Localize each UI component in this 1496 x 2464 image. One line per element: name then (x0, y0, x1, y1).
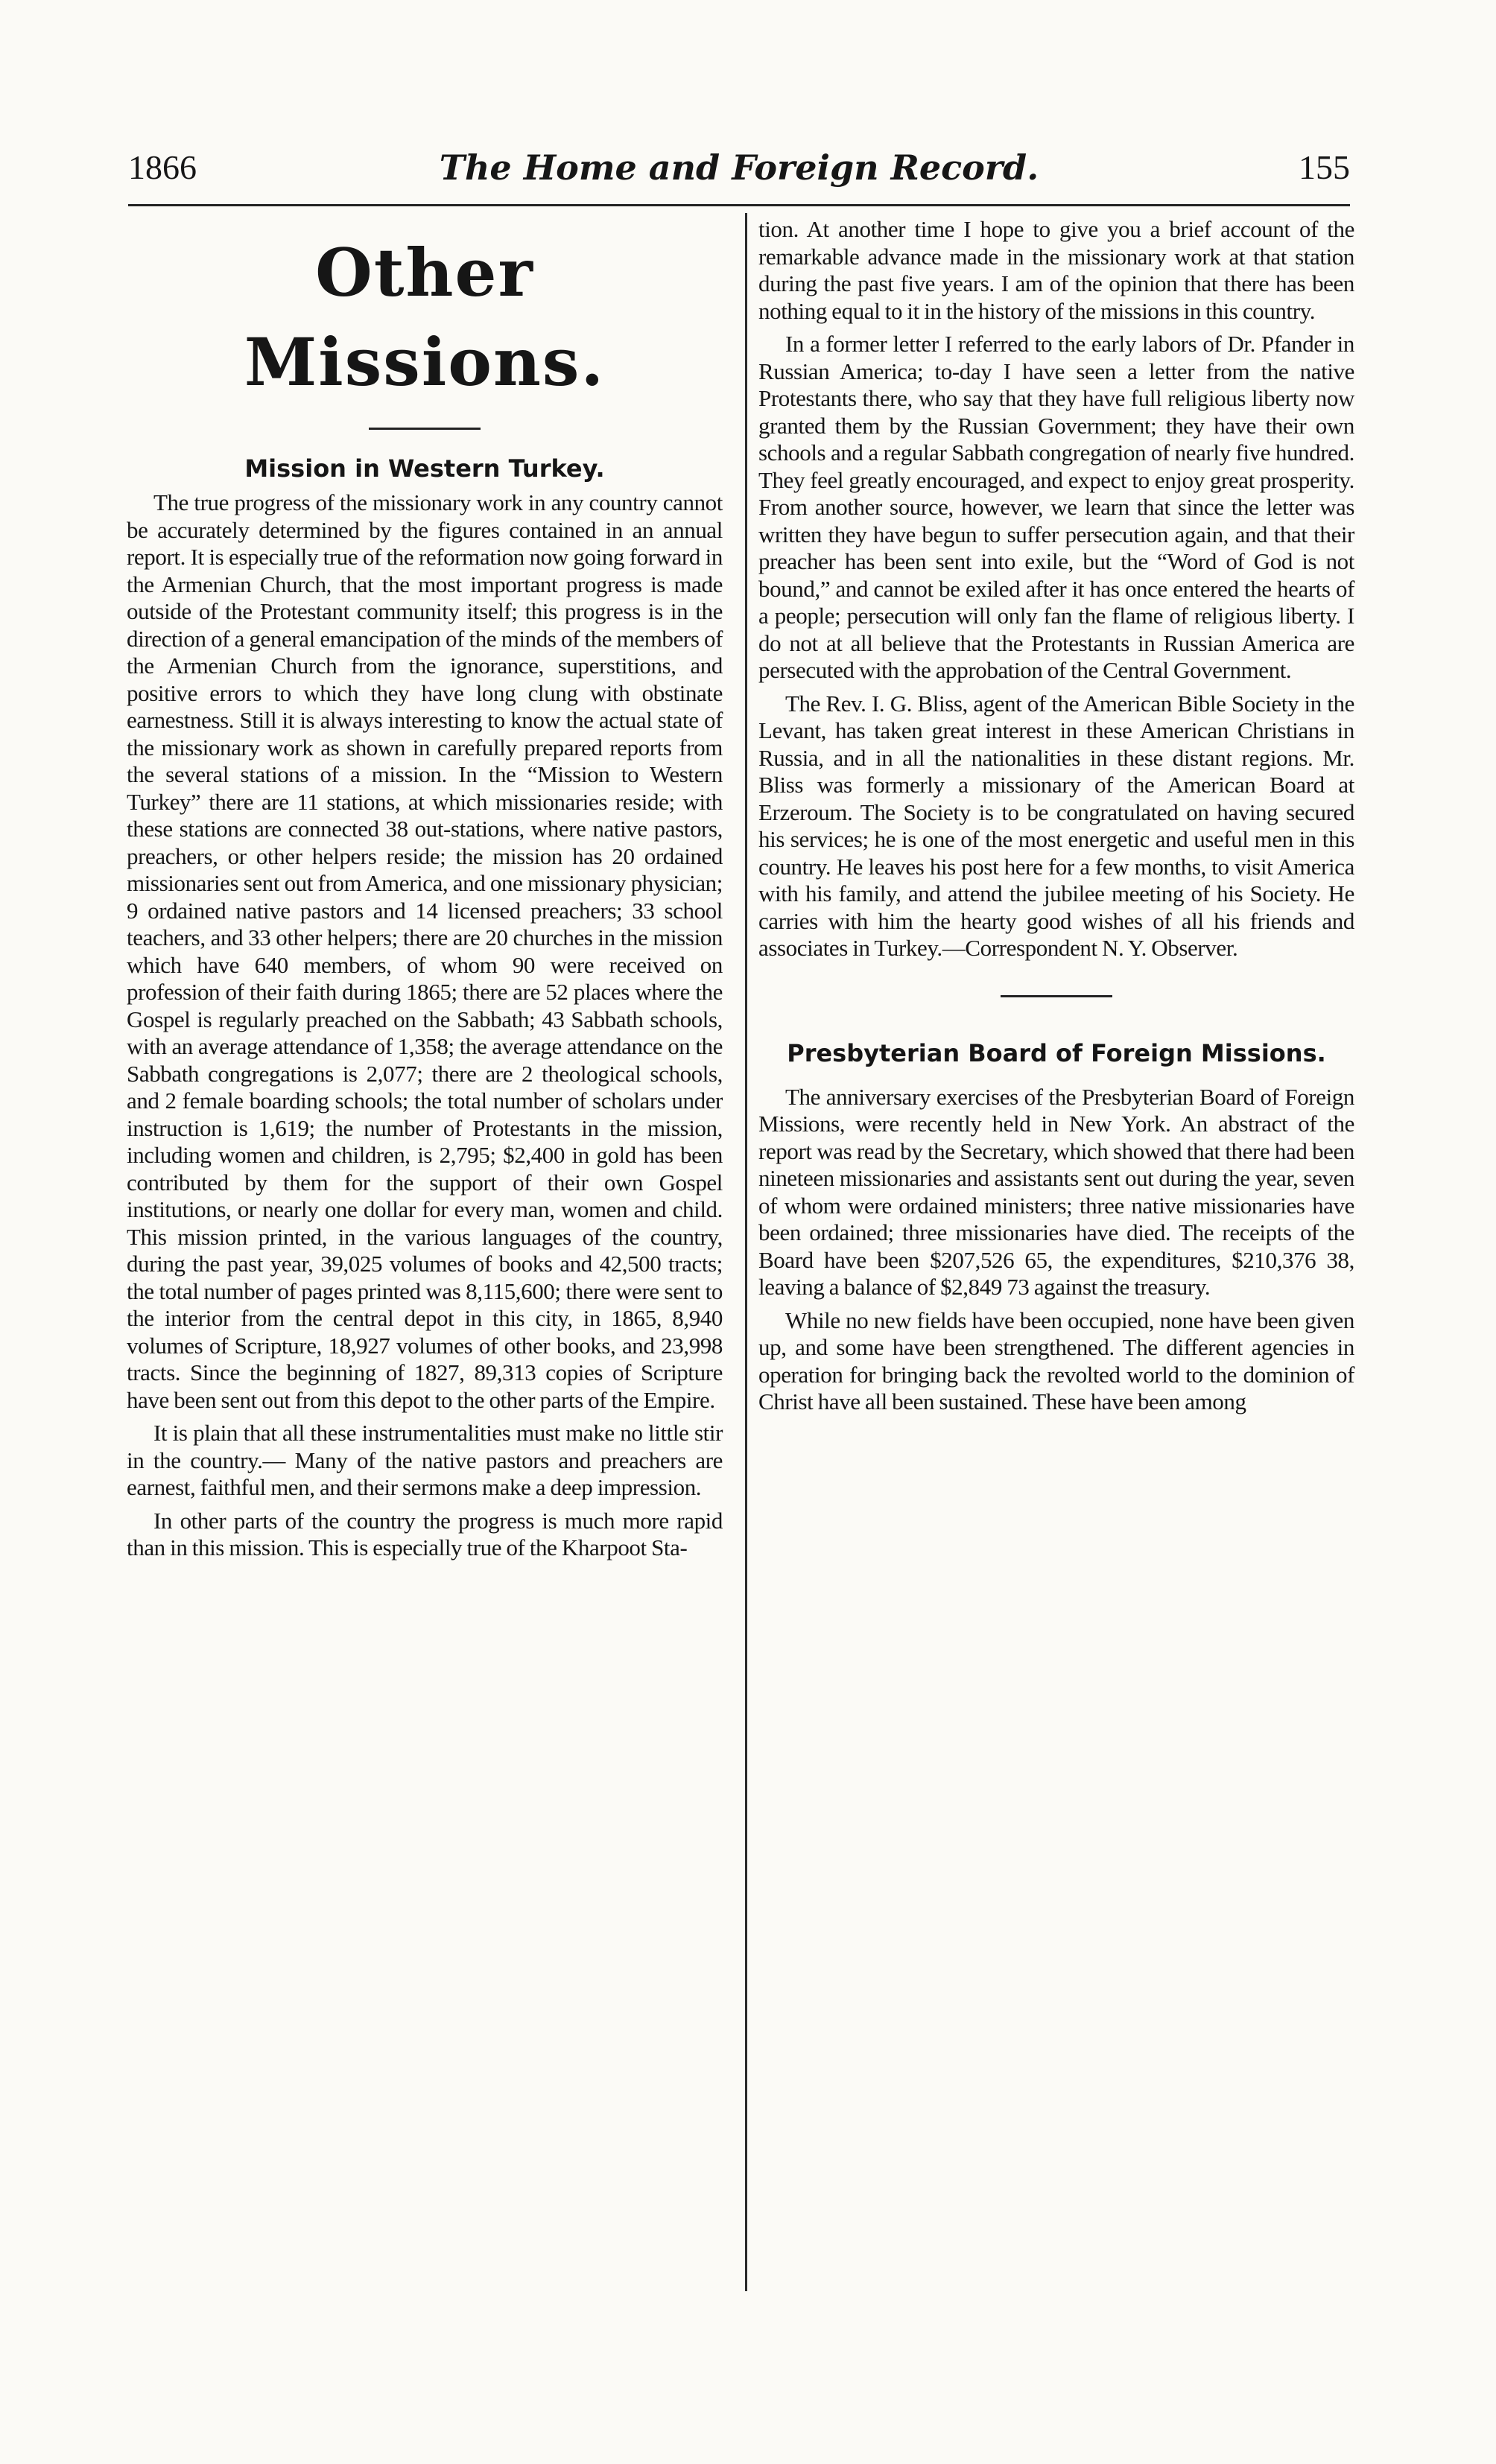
left-column (127, 216, 723, 1562)
column-divider (745, 213, 747, 2291)
paragraph-continued: tion. At another time I hope to give you a brief account of the remarkable advance made in the missionary work at that station during the past five years. I am of the opinion that there has been nothing equal to it in the history of the missions in this country. (758, 216, 1354, 324)
section-title: Other Missions. (244, 234, 606, 401)
page-number: 155 (1299, 148, 1350, 186)
journal-title: The Home and Foreign Record. (439, 147, 1039, 188)
paragraph: While no new fields have been occupied, none have been given up, and some have been strengthened. The different agencies in operation for bringing back the revolted world to the dominion of Christ have all been sustained. These have been among (758, 1306, 1354, 1414)
article-title-presbyterian-board: Presbyterian Board of Foreign Missions. (787, 1038, 1326, 1067)
section-rule (369, 428, 481, 430)
paragraph: The anniversary exercises of the Presbyterian Board of Foreign Missions, were recently held in New York. An abstract of the report was read by the Secretary, which showed that there had been nineteen missionaries and assistants sent out during the year, seven of whom were ordained ministers; three native missionaries have been ordained; three missionaries have died. The receipts of the Board have been $207,526 65, the expenditures, $210,376 38, leaving a balance of $2,849 73 against the treasury. (758, 1083, 1354, 1300)
paragraph: In a former letter I referred to the early labors of Dr. Pfander in Russian America; to-day I have seen a letter from the native Protestants there, who say that they have full religious liberty now granted them by the Russian Government; they have their own schools and a regular Sabbath congregation of nearly five hundred. They feel greatly encouraged, and expect to enjoy great prosperity. From another source, however, we learn that since the letter was written they have begun to suffer persecution again, and that their preacher has been sent into exile, but the “Word of God is not bound,” and cannot be exiled after it has once entered the hearts of a people; persecution will only fan the flame of religious liberty. I do not at all believe that the Protestants in Russian America are persecuted with the approbation of the Central Government. (758, 331, 1354, 683)
header-rule (128, 204, 1350, 206)
article-title-western-turkey: Mission in Western Turkey. (244, 454, 605, 483)
article-separator (1001, 995, 1112, 997)
paragraph: The true progress of the missionary work in any country cannot be accurately determined by the figures contained in an annual report. It is especially true of the reformation now going forward in the Armenian Church, that the most important progress is made outside of the Protestant community itself; this progress is in the direction of a general emancipation of the minds of the members of the Armenian Church from the ignorance, superstitions, and positive errors to which they have long clung with obstinate earnestness. Still it is always interesting to know the actual state of the missionary work as shown in carefully prepared reports from the several stations of a mission. In the “Mission to Western Turkey” there are 11 stations, at which missionaries reside; with these stations are connected 38 out-stations, where native pastors, preachers, or other helpers reside; the mission has 20 ordained missionaries sent out from America, and one missionary physician; 9 ordained native pastors and 14 licensed preachers; 33 school teachers, and 33 other helpers; there are 20 churches in the mission which have 640 members, of whom 90 were received on profession of their faith during 1865; there are 52 places where the Gospel is regularly preached on the Sabbath; 43 Sabbath schools, with an average attendance of 1,358; the average attendance on the Sabbath congregations is 2,077; there are 2 theological schools, and 2 female boarding schools; the total number of scholars under instruction is 1,619; the number of Protestants in the mission, including women and children, is 2,795; $2,400 in gold has been contributed by them for the support of their own Gospel institutions, or nearly one dollar for every man, women and child. This mission printed, in the various languages of the country, during the past year, 39,025 volumes of books and 42,500 tracts; the total number of pages printed was 8,115,600; there were sent to the interior from the central depot in this city, in 1865, 8,940 volumes of Scripture, 18,927 volumes of other books, and 23,998 tracts. Since the beginning of 1827, 89,313 copies of Scripture have been sent out from this depot to the other parts of the Empire. (127, 489, 723, 1413)
paragraph: The Rev. I. G. Bliss, agent of the American Bible Society in the Levant, has taken great interest in these American Christians in Russia, and in all the nationalities in these distant regions. Mr. Bliss was formerly a missionary of the American Board at Erzeroum. The Society is to be congratulated on having secured his services; he is one of the most energetic and useful men in this country. He leaves his post here for a few months, to visit America with his family, and attend the jubilee meeting of his Society. He carries with him the hearty good wishes of all his friends and associates in Turkey.—Correspondent N. Y. Observer. (758, 690, 1354, 961)
paragraph: In other parts of the country the progress is much more rapid than in this mission. This is especially true of the Kharpoot Sta- (127, 1507, 723, 1560)
paragraph: It is plain that all these instrumentalities must make no little stir in the country.— Many of the native pastors and preachers are earnest, faithful men, and their sermons make a deep impression. (127, 1420, 723, 1500)
running-header (128, 142, 1350, 194)
header-year: 1866 (128, 148, 197, 186)
right-column (758, 216, 1354, 1416)
